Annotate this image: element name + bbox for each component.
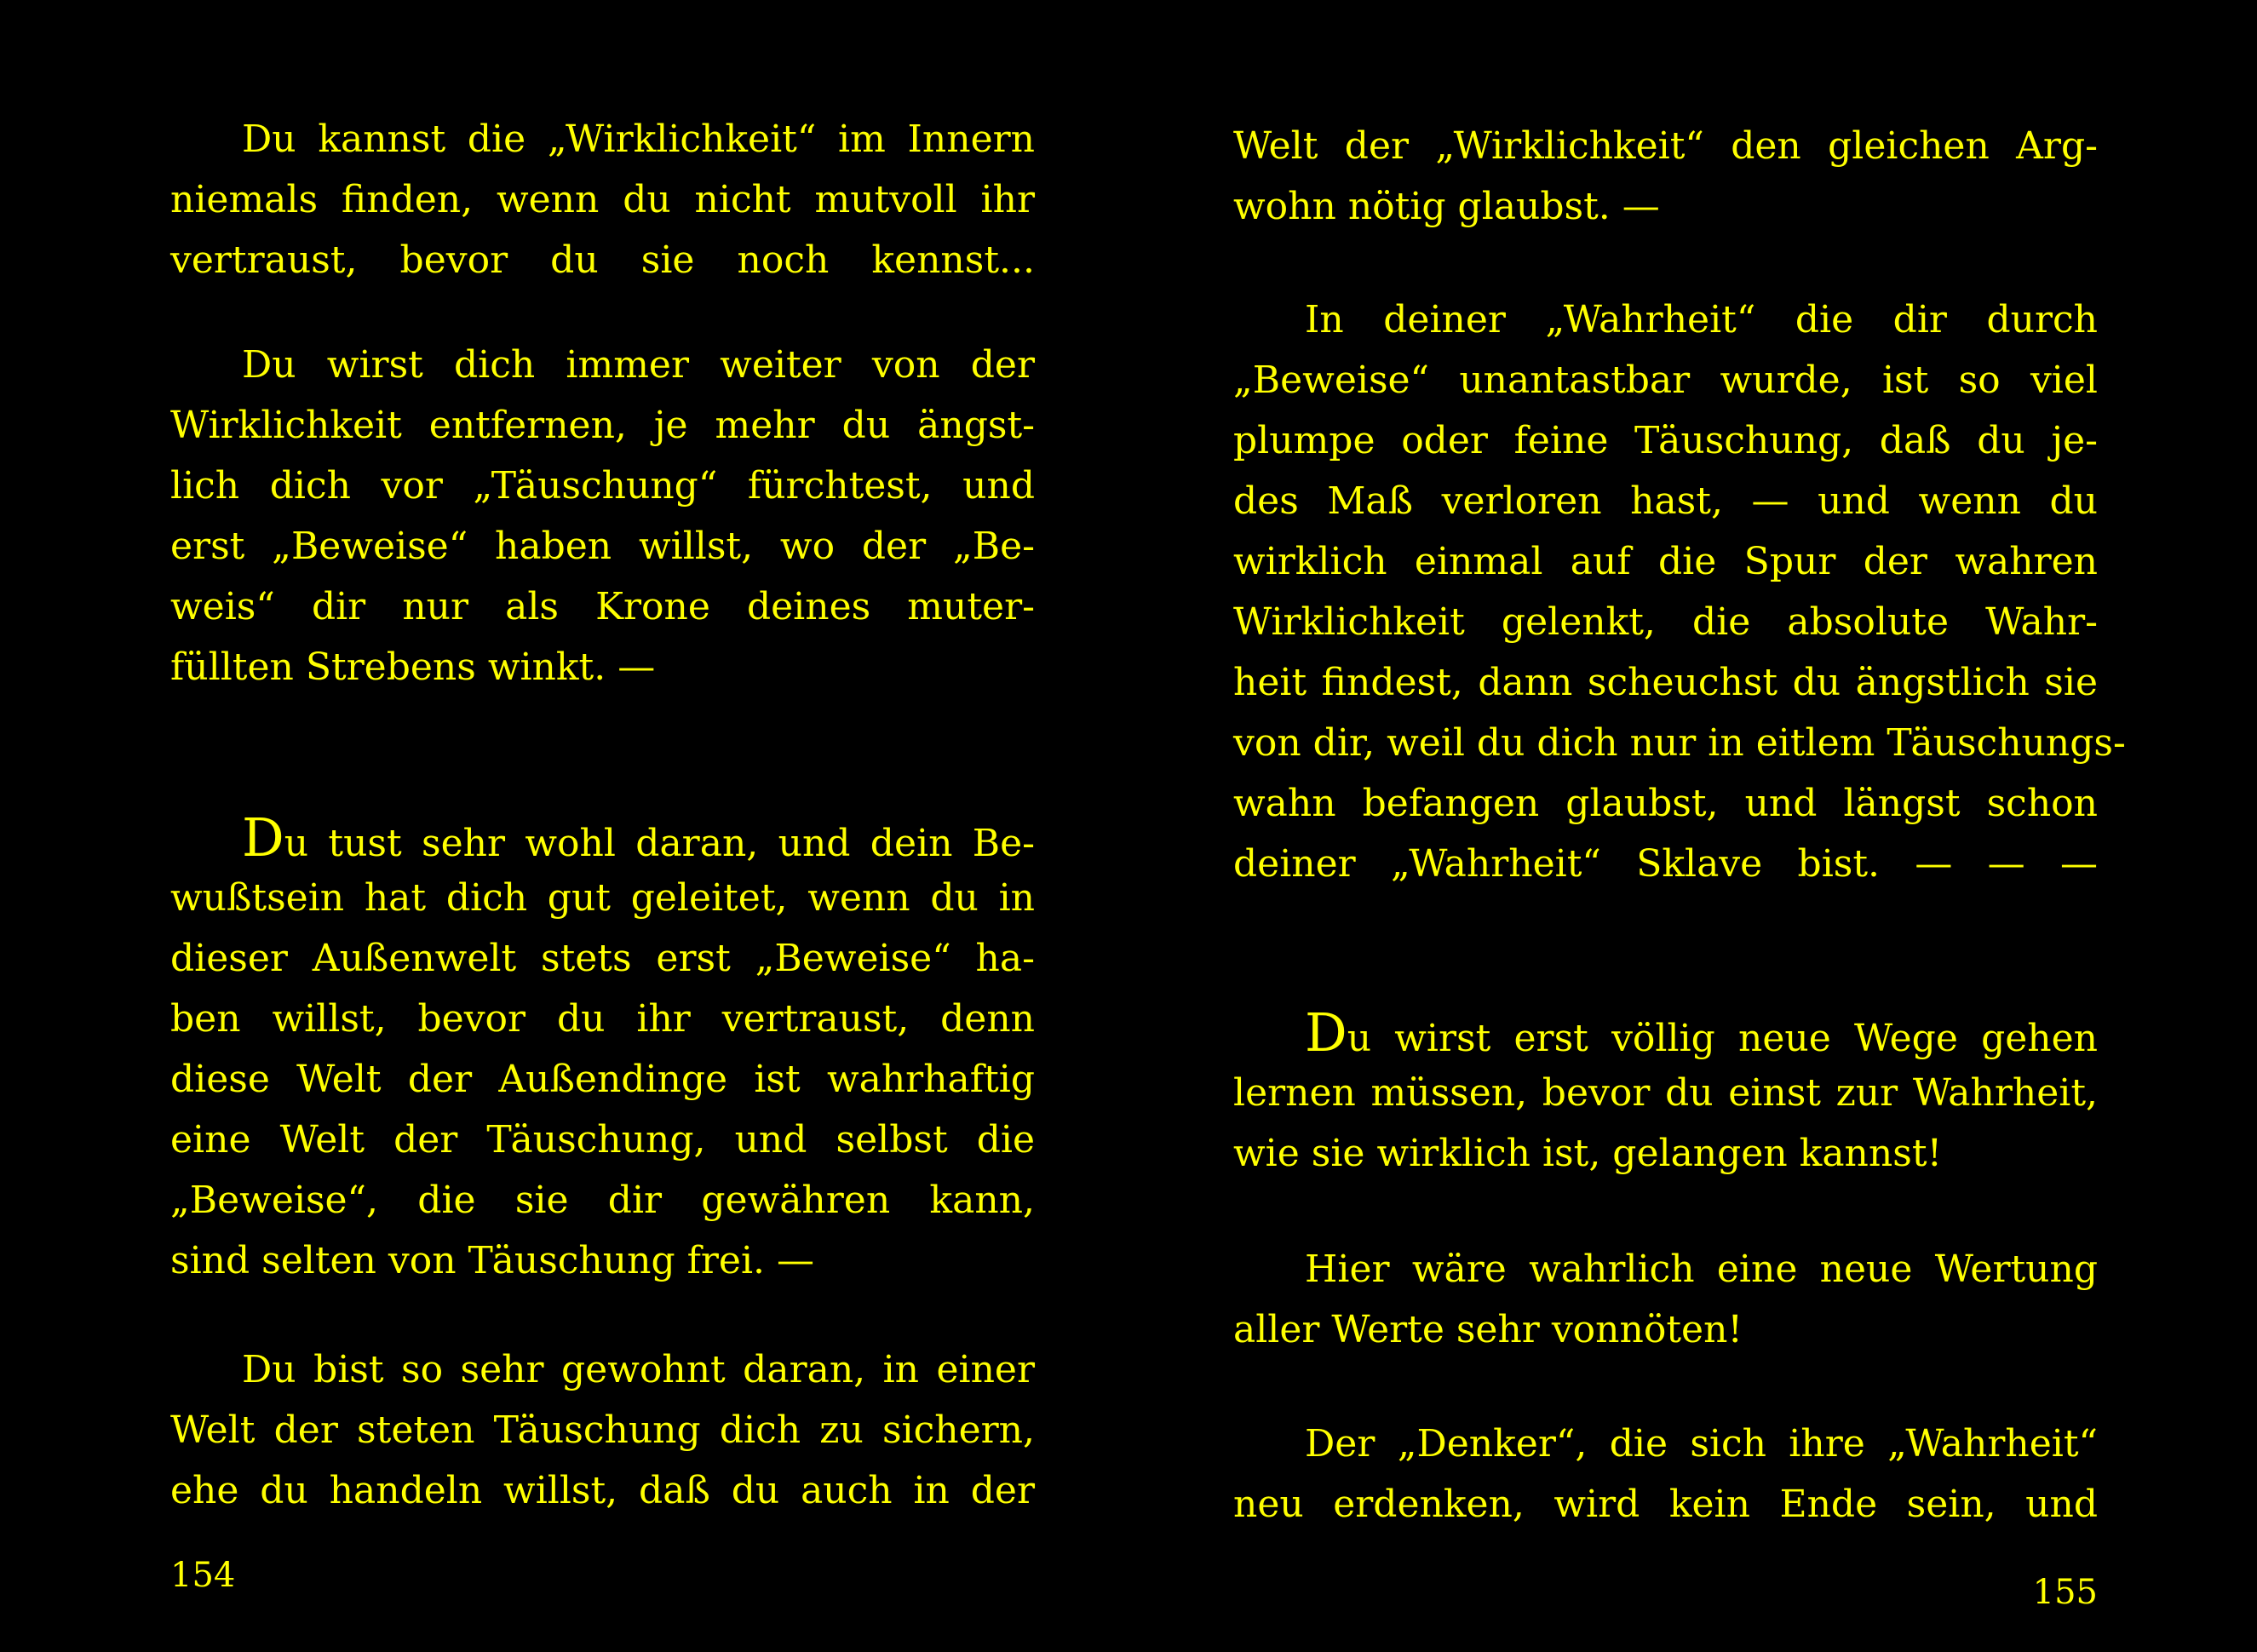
- text-line: lernen müssen, bevor du einst zur Wahrheit,: [1233, 1071, 2098, 1115]
- text-line: weis“ dir nur als Krone deines muter-: [170, 585, 1035, 628]
- text-line: niemals finden, wenn du nicht mutvoll ihr: [170, 178, 1035, 221]
- drop-cap: D: [1305, 1001, 1347, 1064]
- text-line: „Beweise“, die sie dir gewähren kann,: [170, 1179, 1035, 1222]
- right-page: [1233, 0, 2126, 1652]
- text-line: wirklich einmal auf die Spur der wahren: [1233, 540, 2098, 583]
- text-line: Welt der steten Täuschung dich zu sichern,: [170, 1408, 1035, 1452]
- text-line: wohn nötig glaubst. —: [1233, 185, 1660, 228]
- paragraph: [170, 109, 1035, 290]
- paragraph: [1233, 1002, 2098, 1184]
- text-line: vertraust, bevor du sie noch kennst...: [170, 238, 1035, 282]
- text-line: Hier wäre wahrlich eine neue Wertung: [1305, 1248, 2098, 1291]
- paragraph: [1233, 1414, 2098, 1534]
- text-line: lich dich vor „Täuschung“ fürchtest, und: [170, 464, 1035, 508]
- text-line: Wirklichkeit entfernen, je mehr du ängst-: [170, 404, 1035, 447]
- text-line: Du wirst dich immer weiter von der: [242, 343, 1035, 387]
- text-line: heit findest, dann scheuchst du ängstlich sie: [1233, 661, 2098, 704]
- text-line-rest: u tust sehr wohl daran, und dein Be-: [284, 822, 1035, 865]
- page-number: 155: [2032, 1573, 2098, 1612]
- text-line: „Beweise“ unantastbar wurde, ist so viel: [1233, 359, 2098, 402]
- text-line: des Maß verloren hast, — und wenn du: [1233, 479, 2098, 523]
- text-line: deiner „Wahrheit“ Sklave bist. — — —: [1233, 842, 2098, 886]
- text-line-rest: u wirst erst völlig neue Wege gehen: [1347, 1017, 2098, 1060]
- text-line: dieser Außenwelt stets erst „Beweise“ ha-: [170, 937, 1035, 980]
- text-line: [170, 807, 1035, 868]
- text-line: erst „Beweise“ haben willst, wo der „Be-: [170, 525, 1035, 568]
- text-line: [1233, 1002, 2098, 1063]
- paragraph: [170, 335, 1035, 697]
- text-line: neu erdenken, wird kein Ende sein, und: [1233, 1483, 2098, 1526]
- left-page: [170, 0, 1035, 1652]
- paragraph: [1233, 290, 2126, 894]
- text-line: von dir, weil du dich nur in eitlem Täuschungs-: [1233, 721, 2126, 765]
- paragraph: [170, 807, 1035, 1291]
- text-line: wie sie wirklich ist, gelangen kannst!: [1233, 1132, 1943, 1175]
- paragraph: [1233, 116, 2098, 237]
- page-number: 154: [170, 1556, 236, 1595]
- text-line: plumpe oder feine Täuschung, daß du je-: [1233, 419, 2098, 462]
- drop-cap: D: [242, 806, 284, 869]
- text-line: aller Werte sehr vonnöten!: [1233, 1308, 1743, 1351]
- text-line: In deiner „Wahrheit“ die dir durch: [1305, 298, 2098, 341]
- text-line: Wirklichkeit gelenkt, die absolute Wahr-: [1233, 600, 2098, 644]
- text-line: sind selten von Täuschung frei. —: [170, 1239, 814, 1282]
- text-line: ehe du handeln willst, daß du auch in der: [170, 1469, 1035, 1512]
- text-line: Welt der „Wirklichkeit“ den gleichen Arg-: [1233, 124, 2098, 168]
- text-line: Du kannst die „Wirklichkeit“ im Innern: [242, 118, 1035, 161]
- text-line: füllten Strebens winkt. —: [170, 645, 656, 689]
- text-line: Du bist so sehr gewohnt daran, in einer: [242, 1348, 1035, 1391]
- paragraph: [170, 1339, 1035, 1521]
- text-line: diese Welt der Außendinge ist wahrhaftig: [170, 1058, 1035, 1101]
- text-line: eine Welt der Täuschung, und selbst die: [170, 1118, 1035, 1162]
- text-line: Der „Denker“, die sich ihre „Wahrheit“: [1305, 1422, 2098, 1466]
- text-line: wahn befangen glaubst, und längst schon: [1233, 782, 2098, 825]
- paragraph: [1233, 1239, 2098, 1360]
- text-line: wußtsein hat dich gut geleitet, wenn du in: [170, 876, 1035, 920]
- text-line: ben willst, bevor du ihr vertraust, denn: [170, 997, 1035, 1041]
